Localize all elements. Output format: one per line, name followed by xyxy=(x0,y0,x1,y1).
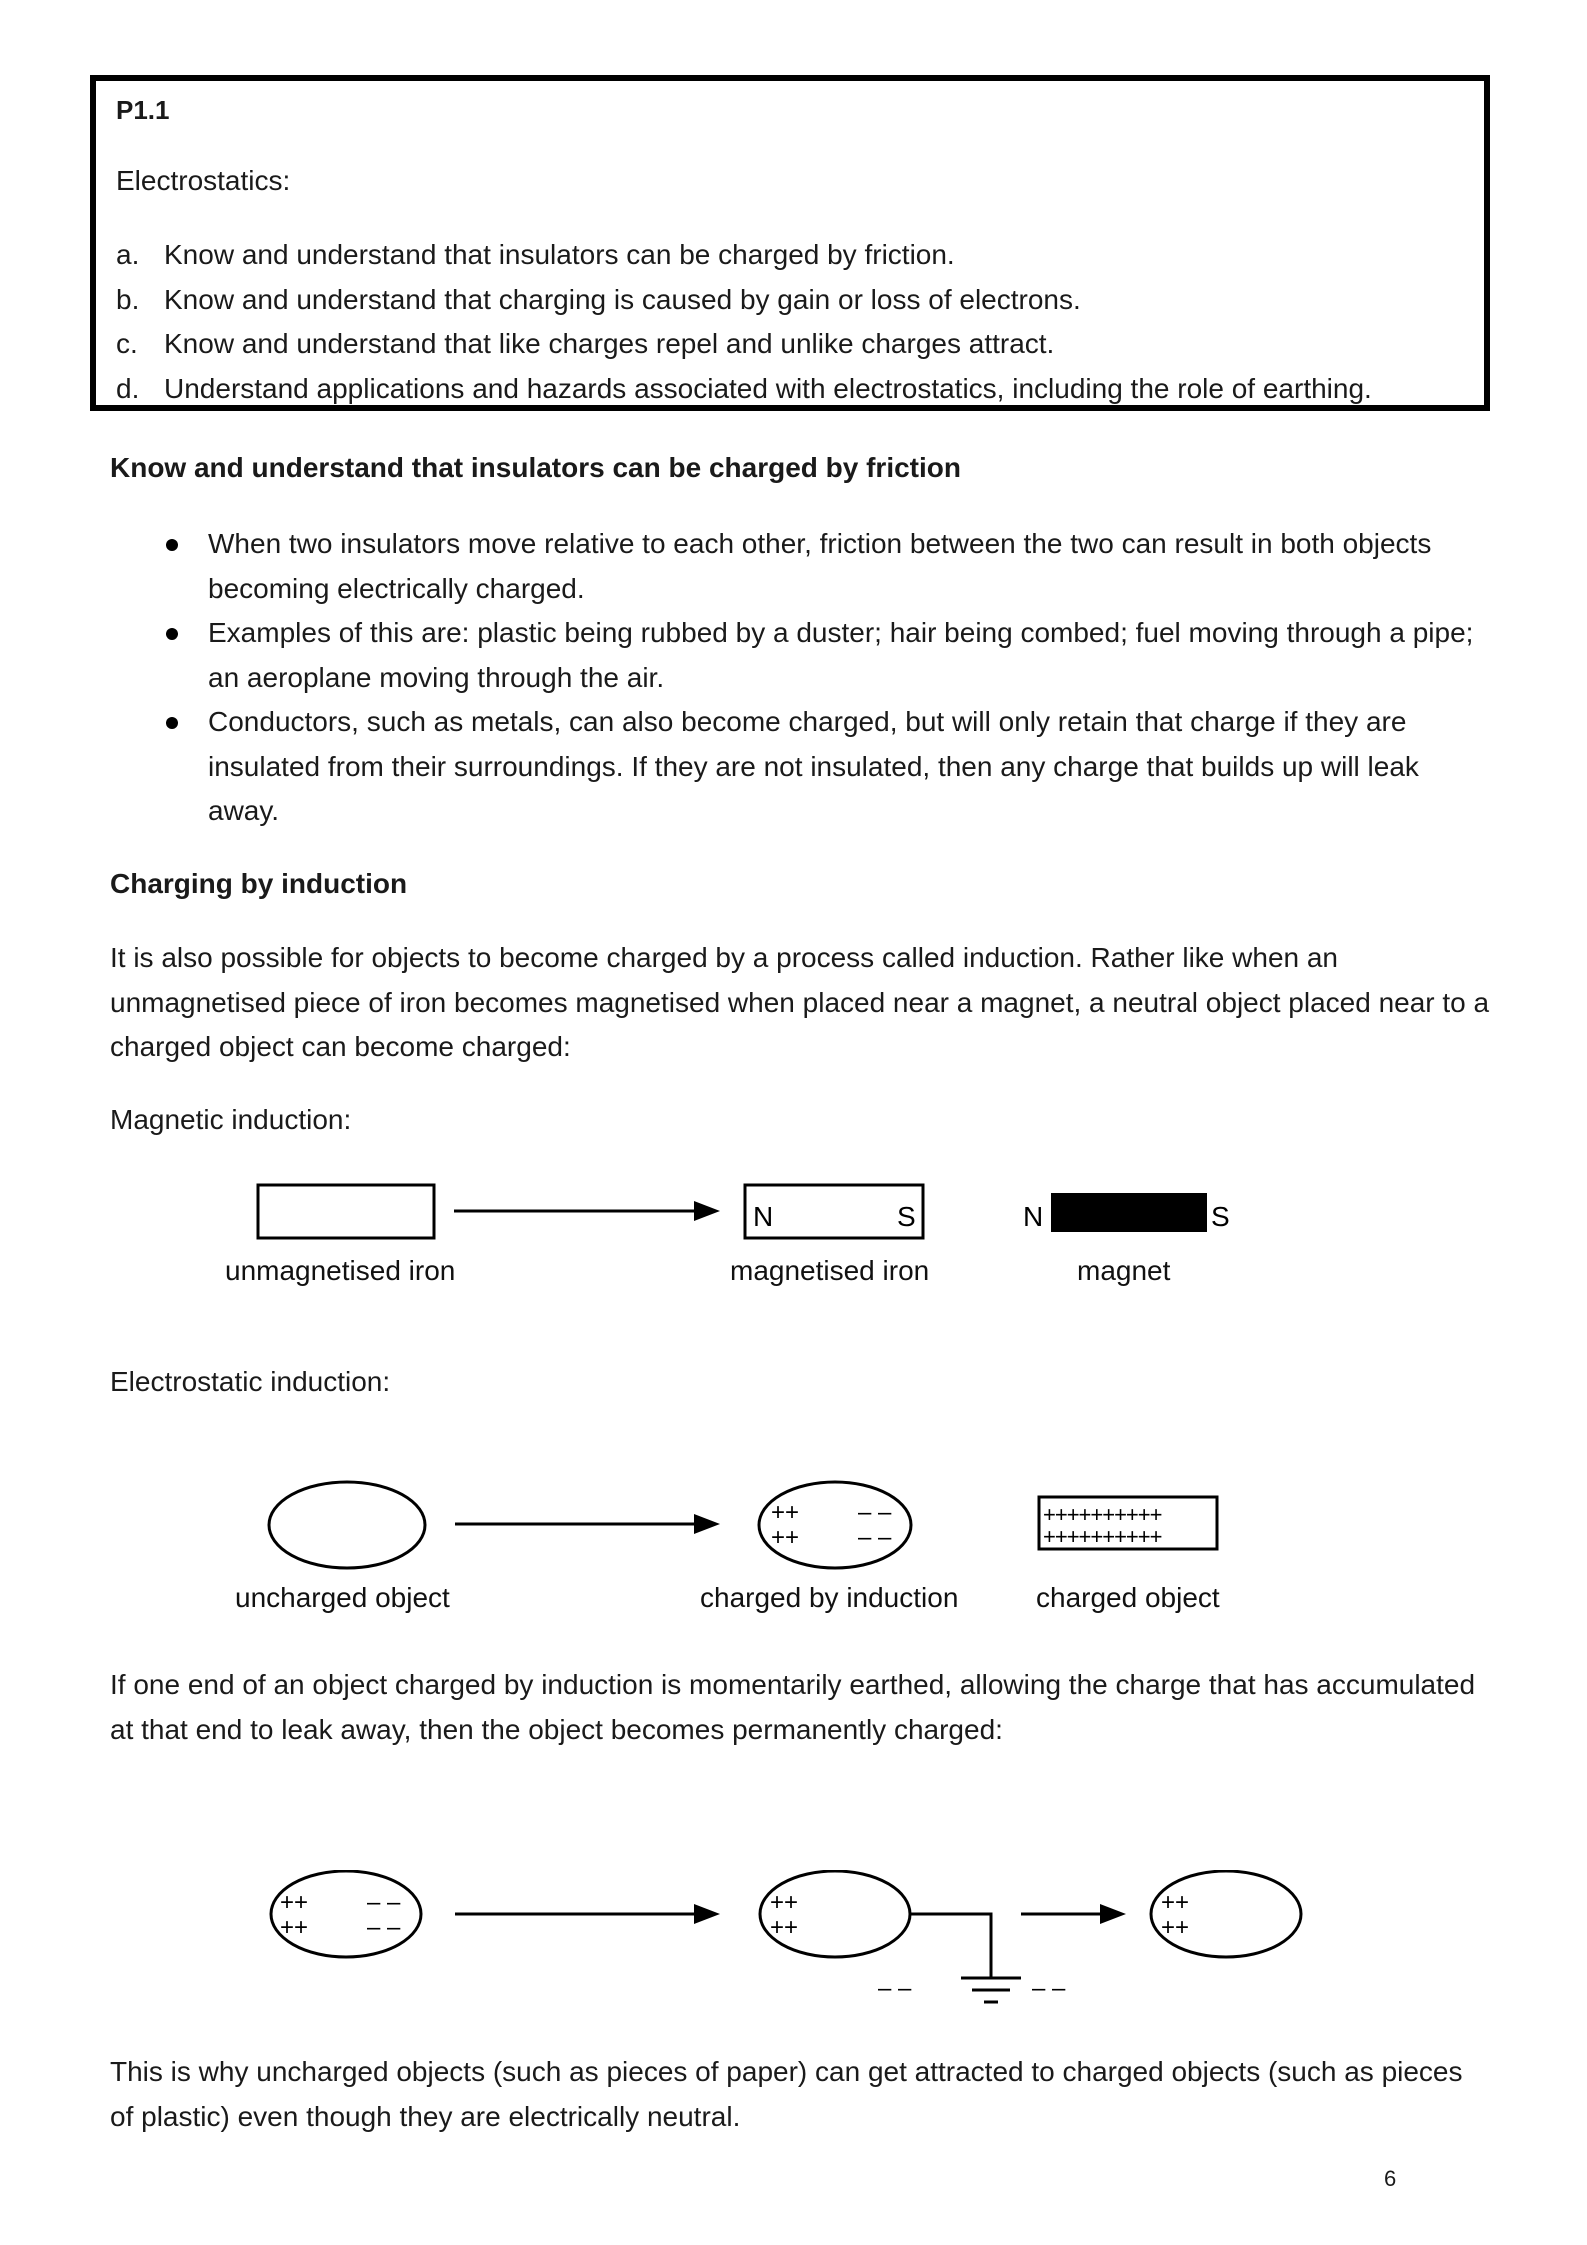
conclusion-paragraph: This is why uncharged objects (such as pieces of paper) can get attracted to charged objects (such as pieces of plastic) even though they are electrically neutral. xyxy=(110,2056,1463,2132)
bullet-dot-icon xyxy=(166,539,178,551)
unmagnetised-iron-label: unmagnetised iron xyxy=(225,1255,456,1286)
positive-charges: ++ xyxy=(771,1524,800,1551)
positive-charge-row: ++++++++++ xyxy=(1043,1502,1162,1527)
page-number: 6 xyxy=(1384,2166,1397,2191)
objectives-list xyxy=(116,233,1372,411)
leaked-negative-charges: – – xyxy=(878,1975,912,2002)
positive-charges: ++ xyxy=(280,1889,309,1916)
magnetised-iron-label: magnetised iron xyxy=(730,1255,930,1286)
friction-bullet-list xyxy=(110,522,1490,834)
arrowhead-icon xyxy=(1100,1904,1126,1924)
earthing-paragraph: If one end of an object charged by induction is momentarily earthed, allowing the charge that has accumulated at that end to leak away, then the object becomes permanently charged: xyxy=(110,1669,1476,1745)
bullet-text: Examples of this are: plastic being rubbed by a duster; hair being combed; fuel moving through a pipe; an aeroplane moving through the air. xyxy=(208,617,1474,693)
magnet-bar xyxy=(1051,1193,1207,1232)
objective-label: d. xyxy=(116,372,140,404)
pole-north: N xyxy=(753,1201,774,1232)
objective-text: Know and understand that like charges repel and unlike charges attract. xyxy=(164,328,1055,359)
negative-charges: – – xyxy=(858,1499,892,1526)
positive-charges: ++ xyxy=(770,1889,799,1916)
objective-item xyxy=(116,233,1372,278)
negative-charges: – – xyxy=(858,1524,892,1551)
objective-label: b. xyxy=(116,283,140,315)
bullet-item xyxy=(110,522,1490,611)
negative-charges: – – xyxy=(367,1889,401,1916)
objective-text: Understand applications and hazards associated with electrostatics, including the role of earthing. xyxy=(164,372,1372,404)
objective-label: c. xyxy=(116,328,138,359)
induction-heading: Charging by induction xyxy=(110,868,408,899)
arrowhead-icon xyxy=(694,1201,720,1221)
induction-intro: It is also possible for objects to become charged by a process called induction. Rather like when an unmagnetised piece of iron becomes magnetised when placed near a magnet, a neutral object placed near to a charged object can become charged: xyxy=(110,942,1490,1062)
friction-heading: Know and understand that insulators can be charged by friction xyxy=(110,452,961,483)
leaked-negative-charges: – – xyxy=(1032,1975,1066,2002)
electrostatic-induction-diagram xyxy=(0,1470,1587,1580)
bullet-item xyxy=(110,611,1490,700)
magnet-pole-south: S xyxy=(1211,1201,1230,1232)
bullet-dot-icon xyxy=(166,717,178,729)
positive-charges: ++ xyxy=(280,1914,309,1941)
charged-object-label: charged object xyxy=(1036,1582,1220,1613)
positive-charges: ++ xyxy=(770,1914,799,1941)
electrostatic-induction-label: Electrostatic induction: xyxy=(110,1366,391,1397)
objective-text: Know and understand that insulators can be charged by friction. xyxy=(164,239,955,270)
negative-charges: – – xyxy=(367,1914,401,1941)
earth-symbol-icon xyxy=(961,1978,1021,2002)
objective-item xyxy=(116,322,1372,367)
spec-code: P1.1 xyxy=(116,95,170,125)
uncharged-object-ellipse xyxy=(269,1482,425,1568)
pole-south: S xyxy=(897,1201,916,1232)
magnet-label: magnet xyxy=(1077,1255,1171,1286)
positive-charges: ++ xyxy=(1161,1914,1190,1941)
positive-charges: ++ xyxy=(771,1499,800,1526)
earth-wire xyxy=(910,1914,991,1978)
arrowhead-icon xyxy=(694,1514,720,1534)
bullet-item xyxy=(110,700,1490,834)
objective-item xyxy=(116,367,1372,412)
bullet-dot-icon xyxy=(166,628,178,640)
objective-label: a. xyxy=(116,239,140,270)
positive-charges: ++ xyxy=(1161,1889,1190,1916)
bullet-text: Conductors, such as metals, can also become charged, but will only retain that charge if they are insulated from their surroundings. If they are not insulated, then any charge that builds up will leak away. xyxy=(208,706,1419,826)
objective-item xyxy=(116,278,1372,323)
charged-by-induction-label: charged by induction xyxy=(700,1582,959,1613)
uncharged-object-label: uncharged object xyxy=(235,1582,450,1613)
positive-charge-row: ++++++++++ xyxy=(1043,1524,1162,1549)
specification-box xyxy=(90,75,1490,411)
earthing-diagram xyxy=(0,1870,1587,2020)
magnetic-induction-label: Magnetic induction: xyxy=(110,1104,352,1135)
unmagnetised-iron-bar xyxy=(258,1185,434,1238)
spec-topic: Electrostatics: xyxy=(116,165,291,196)
objective-text: Know and understand that charging is caused by gain or loss of electrons. xyxy=(164,283,1081,315)
bullet-text: When two insulators move relative to each other, friction between the two can result in both objects becoming electrically charged. xyxy=(208,528,1432,604)
magnet-pole-north: N xyxy=(1023,1201,1044,1232)
arrowhead-icon xyxy=(694,1904,720,1924)
